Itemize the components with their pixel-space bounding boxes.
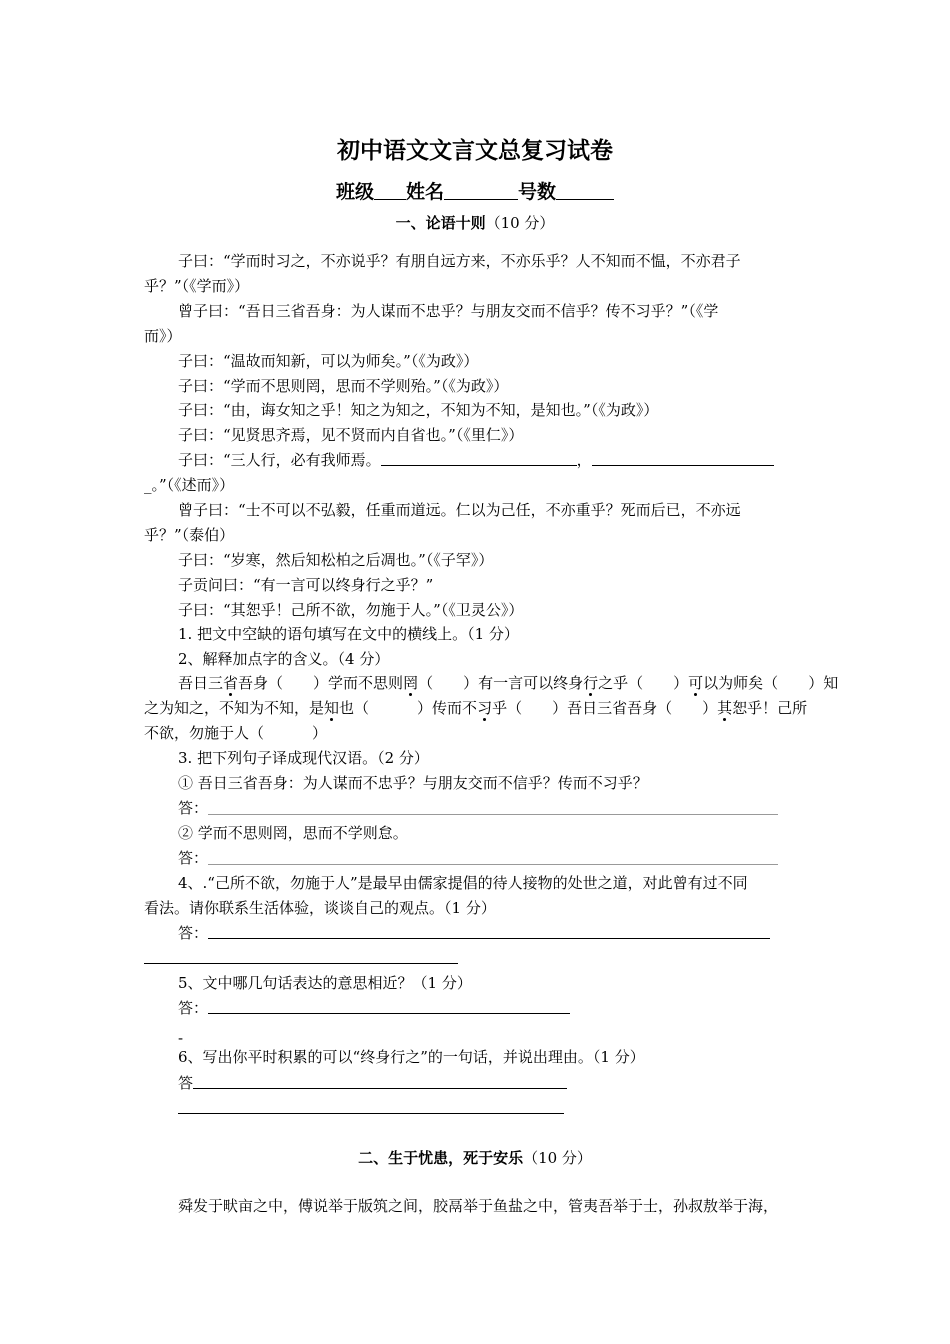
number-label: 号数 — [518, 181, 557, 203]
fill-blank-1[interactable] — [381, 451, 577, 466]
q4-answer: 答： — [178, 923, 770, 943]
answer-line[interactable] — [208, 850, 778, 865]
q5-answer: 答： — [178, 998, 570, 1018]
q3-sentence-1: ① 吾日三省吾身：为人谋而不忠乎？与朋友交而不信乎？传而不习乎？ — [178, 774, 648, 792]
name-label: 姓名 — [405, 181, 444, 203]
stray-mark: - — [178, 1029, 184, 1047]
q3-answer-1: 答： — [178, 798, 778, 818]
page-title: 初中语文文言文总复习试卷 — [337, 138, 613, 164]
text-line: 曾子曰：“士不可以不弘毅，任重而道远。仁以为己任，不亦重乎？死而后已，不亦远 — [178, 501, 741, 519]
text-line: 子曰：“其恕乎！己所不欲，勿施于人。”（《卫灵公》） — [178, 601, 524, 619]
q2-items-line-2: 之为知之，不知为不知，是知也（ ）传而不习乎（ ）吾日三省吾身（ ）其恕乎！己所 — [144, 699, 808, 717]
answer-line[interactable] — [208, 800, 778, 815]
text-line: 乎？”（《学而》） — [144, 277, 250, 295]
section1-heading: 一、论语十则（10 分） — [395, 214, 555, 232]
text-line: 乎？”（泰伯） — [144, 526, 235, 544]
section2-heading: 二、生于忧患，死于安乐（10 分） — [358, 1149, 592, 1167]
fill-blank-line: 子曰：“三人行，必有我师焉。 ， — [178, 450, 774, 470]
answer-line[interactable] — [193, 1074, 567, 1089]
fill-blank-2[interactable] — [592, 451, 774, 466]
question-1: 1. 把文中空缺的语句填写在文中的横线上。（1 分） — [178, 625, 519, 643]
text-line: 而》） — [144, 327, 182, 345]
class-label: 班级 — [335, 181, 374, 203]
name-blank[interactable] — [444, 181, 518, 200]
text-line: 曾子曰：“吾日三省吾身：为人谋而不忠乎？与朋友交而不信乎？传不习乎？”（《学 — [178, 302, 719, 320]
question-6: 6、写出你平时积累的可以“终身行之”的一句话，并说出理由。（1 分） — [178, 1048, 645, 1066]
q6-answer-cont — [178, 1098, 564, 1118]
q6-answer: 答 — [178, 1073, 567, 1093]
text-line: 子曰：“由，诲女知之乎！知之为知之，不知为不知，是知也。”（《为政》） — [178, 401, 659, 419]
question-2: 2、解释加点字的含义。（4 分） — [178, 650, 390, 668]
class-blank[interactable] — [374, 181, 406, 200]
student-info-line — [0, 177, 950, 204]
section2-text-line: 舜发于畎亩之中，傅说举于版筑之间，胶鬲举于鱼盐之中，管夷吾举于士，孙叔敖举于海， — [178, 1197, 779, 1215]
number-blank[interactable] — [556, 181, 614, 200]
question-5: 5、文中哪几句话表达的意思相近？（1 分） — [178, 974, 472, 992]
text-line: 子曰：“温故而知新，可以为师矣。”（《为政》） — [178, 352, 479, 370]
answer-line[interactable] — [208, 999, 570, 1014]
text-line: 子曰：“学而不思则罔，思而不学则殆。”（《为政》） — [178, 377, 509, 395]
q3-sentence-2: ② 学而不思则罔，思而不学则怠。 — [178, 824, 408, 842]
text-line: 子曰：“岁寒，然后知松柏之后凋也。”（《子罕》） — [178, 551, 494, 569]
q4-answer-cont — [144, 948, 458, 968]
q3-answer-2: 答： — [178, 848, 778, 868]
answer-line[interactable] — [178, 1099, 564, 1114]
answer-line[interactable] — [208, 924, 770, 939]
q2-items-line-1: 吾日三省吾身（ ）学而不思则罔（ ）有一言可以终身行之乎（ ）可以为师矣（ ）知 — [178, 674, 839, 692]
text-line: 子曰：“见贤思齐焉，见不贤而内自省也。”（《里仁》） — [178, 426, 524, 444]
q2-items-line-3: 不欲，勿施于人（ ） — [144, 724, 328, 742]
question-3: 3. 把下列句子译成现代汉语。（2 分） — [178, 749, 429, 767]
question-4: 4、.“己所不欲，勿施于人”是最早由儒家提倡的待人接物的处世之道，对此曾有过不同 — [178, 874, 748, 892]
answer-line[interactable] — [144, 949, 458, 964]
text-line: _。”（《述而》） — [144, 476, 235, 494]
text-line: 子贡问曰：“有一言可以终身行之乎？” — [178, 576, 434, 594]
question-4-cont: 看法。请你联系生活体验，谈谈自己的观点。（1 分） — [144, 899, 496, 917]
text-line: 子曰：“学而时习之，不亦说乎？有朋自远方来，不亦乐乎？人不知而不愠，不亦君子 — [178, 252, 741, 270]
